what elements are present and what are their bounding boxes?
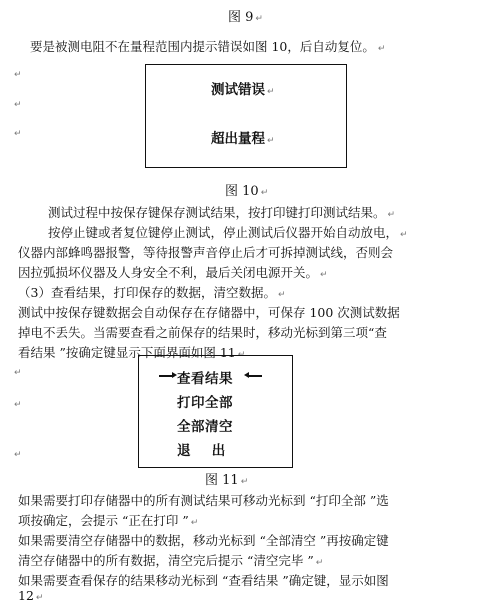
section-3-line3: 看结果 ”按确定键显示下面界面如图 11↵ <box>18 343 245 361</box>
para1-line4: 因拉弧损坏仪器及人身安全不利，最后关闭电源开关。↵ <box>18 263 328 281</box>
para1-line3: 仪器内部蜂鸣器报警，等待报警声音停止后才可拆掉测试线，否则会 <box>18 245 394 260</box>
para2-line5: 如果需要查看保存的结果移动光标到 “查看结果 ”确定键，显示如图 <box>18 573 389 588</box>
menu-display-box <box>138 355 293 468</box>
menu-item-exit: 退 出 <box>177 443 226 459</box>
paragraph-mark <box>14 129 22 139</box>
error-title: 测试错误↵ <box>211 78 275 98</box>
cursor-left-arrow-icon <box>159 375 173 377</box>
section-3-line1: 测试中按保存键数据会自动保存在存储器中，可保存 100 次测试数据 <box>18 305 400 320</box>
cursor-right-arrow-icon <box>248 375 262 377</box>
section-3-heading: （3）查看结果，打印保存的数据，清空数据。↵ <box>18 283 286 301</box>
figure-9-caption: 图 9↵ <box>228 6 263 25</box>
figure-11-caption: 图 11↵ <box>205 469 248 488</box>
para1-line2: 按停止键或者复位键停止测试，停止测试后仪器开始自动放电，↵ <box>48 223 408 241</box>
paragraph-mark <box>14 368 22 378</box>
paragraph-mark <box>14 400 22 410</box>
section-3-line2: 掉电不丢失。当需要查看之前保存的结果时，移动光标到第三项“查 <box>18 325 387 340</box>
menu-item-view-results: 查看结果 <box>177 371 233 387</box>
menu-item-clear-all: 全部清空 <box>177 419 233 435</box>
para2-line2: 项按确定，会提示 “正在打印 ”↵ <box>18 511 198 529</box>
para2-line6: 12↵ <box>18 588 43 603</box>
paragraph-mark <box>14 450 22 460</box>
paragraph-mark <box>14 70 22 80</box>
menu-item-print-all: 打印全部 <box>177 395 233 411</box>
para2-line1: 如果需要打印存储器中的所有测试结果可移动光标到 “打印全部 ”选 <box>18 493 389 508</box>
intro-text: 要是被测电阻不在量程范围内提示错误如图 10，后自动复位。↵ <box>30 37 385 55</box>
para2-line3: 如果需要清空存储器中的数据，移动光标到 “全部清空 ”再按确定键 <box>18 533 389 548</box>
para2-line4: 清空存储器中的所有数据，清空完后提示 “清空完毕 ”↵ <box>18 551 323 569</box>
error-display-box <box>145 64 347 168</box>
para1-line1: 测试过程中按保存键保存测试结果，按打印键打印测试结果。↵ <box>48 203 395 221</box>
out-of-range-text: 超出量程↵ <box>211 127 275 147</box>
figure-10-caption: 图 10↵ <box>225 180 268 199</box>
paragraph-mark <box>14 100 22 110</box>
